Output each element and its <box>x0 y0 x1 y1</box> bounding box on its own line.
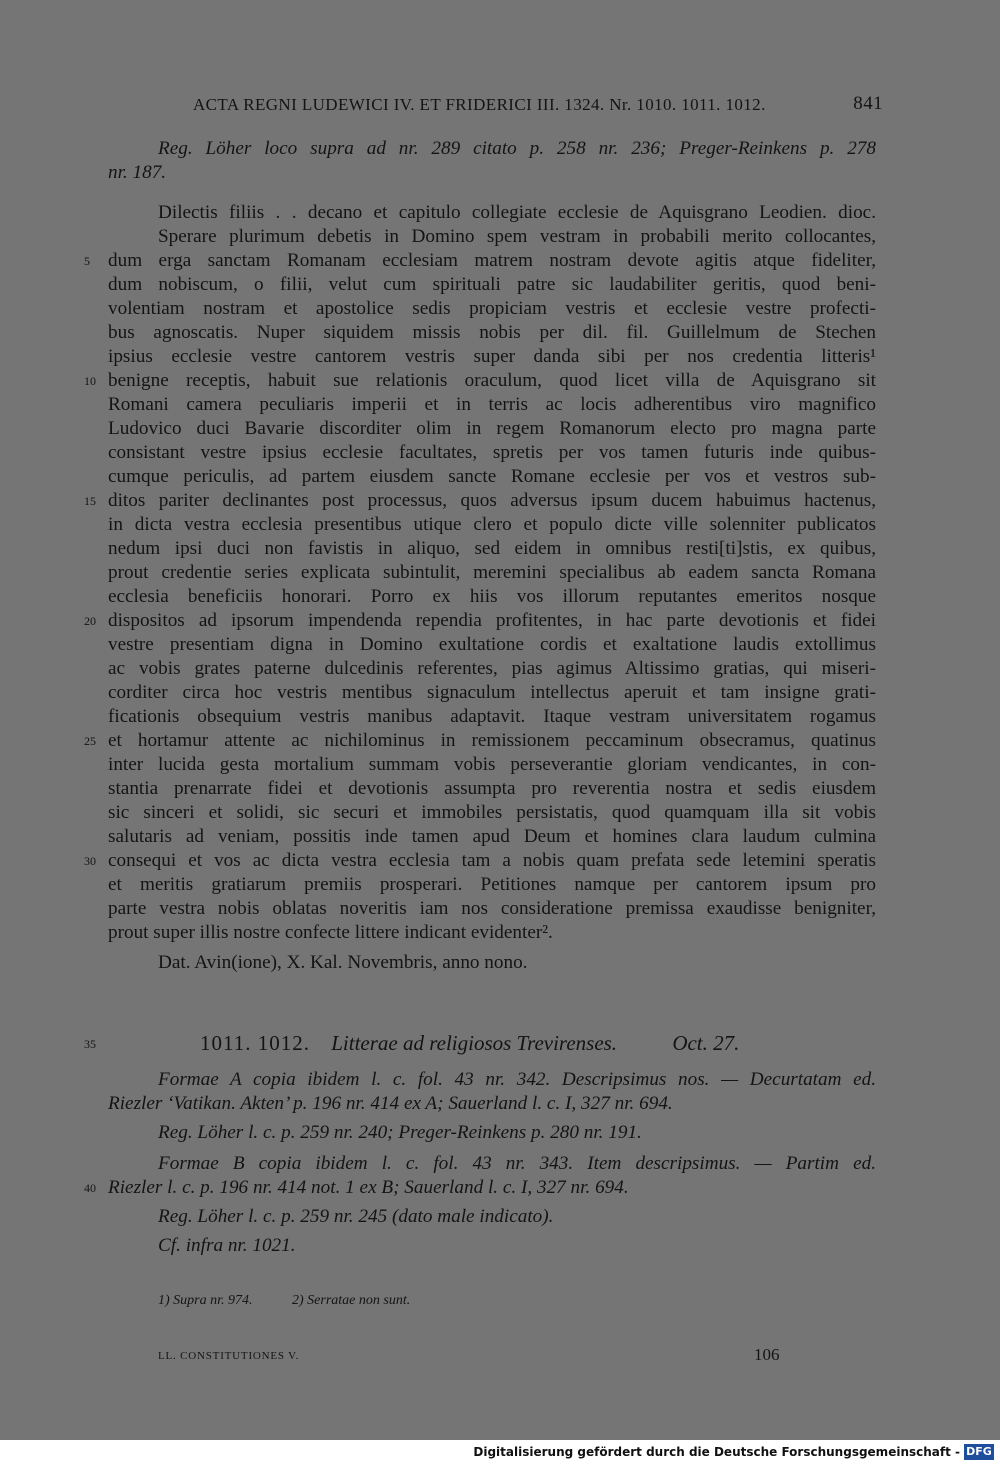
body-line: sic sinceri et solidi, sic securi et immobiles persistatis, quod quamquam illa sit vobis <box>108 802 876 823</box>
line-number: 40 <box>84 1181 96 1195</box>
note-line: Formae A copia ibidem l. c. fol. 43 nr. 342. Descripsimus nos. — Decurtatam ed. <box>158 1069 876 1090</box>
body-line: corditer circa hoc vestris mentibus signaculum intellectus aperuit et tam insigne grati- <box>108 682 876 703</box>
page-number: 841 <box>853 93 883 114</box>
body-line: dum erga sanctam Romanam ecclesiam matrem nostram devote agitis atque fideliter, <box>108 250 876 271</box>
body-line: ditos pariter declinantes post processus, quos adversus ipsum ducem habuimus hactenus, <box>108 490 876 511</box>
dating-line: Dat. Avin(ione), X. Kal. Novembris, anno nono. <box>158 952 528 973</box>
body-line: Sperare plurimum debetis in Domino spem vestram in probabili merito collocantes, <box>158 226 876 247</box>
reg-line: Reg. Löher loco supra ad nr. 289 citato p. 258 nr. 236; Preger-Reinkens p. 278 <box>158 138 876 159</box>
dfg-logo: DFG <box>964 1444 994 1460</box>
section-heading <box>200 1028 739 1058</box>
body-line: prout super illis nostre confecte littere indicant evidenter². <box>108 922 553 943</box>
note-line: Formae B copia ibidem l. c. fol. 43 nr. 343. Item descripsimus. — Partim ed. <box>158 1153 876 1174</box>
body-line: consistant vestre ipsius ecclesie facultates, spretis per vos tamen futuris inde quibus- <box>108 442 876 463</box>
body-line: et hortamur attente ac nichilominus in remissionem peccaminum obsecramus, quatinus <box>108 730 876 751</box>
running-header <box>193 93 883 121</box>
body-line: Ludovico duci Bavarie discorditer olim in regem Romanorum electo pro magna parte <box>108 418 876 439</box>
body-line: consequi et vos ac dicta vestra ecclesia tam a nobis quam prefata sede letemini speratis <box>108 850 876 871</box>
dfg-credit: Digitalisierung gefördert durch die Deutsche Forschungsgemeinschaft - <box>473 1445 960 1459</box>
line-number: 5 <box>84 254 90 268</box>
body-line: vestre presentiam digna in Domino exultatione cordis et exaltatione laudis extollimus <box>108 634 876 655</box>
body-line: volentiam nostram et apostolice sedis propiciam vestris et ecclesie vestre profecti- <box>108 298 876 319</box>
body-line: Romani camera peculiaris imperii et in terris ac locis adherentibus viro magnifico <box>108 394 876 415</box>
footnotes <box>158 1293 446 1309</box>
footer-series: LL. CONSTITUTIONES V. <box>158 1350 300 1362</box>
line-number: 30 <box>84 854 96 868</box>
body-line: dum nobiscum, o filii, velut cum spirituali patre sic laudabiliter geritis, quod beni- <box>108 274 876 295</box>
line-number: 15 <box>84 494 96 508</box>
body-line: inter lucida gesta mortalium summam vobis perseverantie gloriam vendicantes, in con- <box>108 754 876 775</box>
footnote: 1) Supra nr. 974. <box>158 1293 253 1308</box>
note-line: Reg. Löher l. c. p. 259 nr. 240; Preger-Reinkens p. 280 nr. 191. <box>158 1122 642 1143</box>
line-number: 20 <box>84 614 96 628</box>
body-line: nedum ipsi duci non favistis in aliquo, sed eidem in omnibus resti[ti]stis, ex quibus, <box>108 538 876 559</box>
body-line: cumque periculis, ad partem eiusdem sancte Romane ecclesie per vos et vestros sub- <box>108 466 876 487</box>
body-line: benigne receptis, habuit sue relationis oraculum, quod licet villa de Aquisgrano sit <box>108 370 876 391</box>
section-date: Oct. 27. <box>672 1031 740 1055</box>
body-line: ecclesia beneficiis honorari. Porro ex hiis vos illorum reputantes emeritos nosque <box>108 586 876 607</box>
line-number: 25 <box>84 734 96 748</box>
note-line: Reg. Löher l. c. p. 259 nr. 245 (dato male indicato). <box>158 1206 554 1227</box>
body-line: parte vestra nobis oblatas noveritis iam nos consideratione premissa exaudisse benigniter, <box>108 898 876 919</box>
dfg-banner <box>0 1440 1000 1465</box>
line-number: 10 <box>84 374 96 388</box>
footnote: 2) Serratae non sunt. <box>292 1293 411 1308</box>
body-line: ficationis obsequium vestris manibus adaptavit. Itaque vestram universitatem rogamus <box>108 706 876 727</box>
body-line: stantia prenarrate fidei et devotionis assumpta pro reverentia nostra et sedis eiusdem <box>108 778 876 799</box>
section-title: Litterae ad religiosos Trevirenses. <box>331 1031 618 1055</box>
note-line: Riezler l. c. p. 196 nr. 414 not. 1 ex B; Sauerland l. c. I, 327 nr. 694. <box>108 1177 629 1198</box>
body-line: et meritis gratiarum premiis prosperari. Petitiones namque per cantorem ipsum pro <box>108 874 876 895</box>
note-line: Riezler ‘Vatikan. Akten’ p. 196 nr. 414 ex A; Sauerland l. c. I, 327 nr. 694. <box>108 1093 673 1114</box>
body-line: salutaris ad veniam, possitis inde tamen apud Deum et homines clara laudum culmina <box>108 826 876 847</box>
body-line: ac vobis grates paterne dulcedinis referentes, pias agimus Altissimo gratias, qui miseri- <box>108 658 876 679</box>
body-line: in dicta vestra ecclesia presentibus utique clero et populo dicte ville solenniter publicatos <box>108 514 876 535</box>
body-line: Dilectis filiis . . decano et capitulo collegiate ecclesie de Aquisgrano Leodien. dioc. <box>158 202 876 223</box>
reg-line: nr. 187. <box>108 162 167 183</box>
running-title: ACTA REGNI LUDEWICI IV. ET FRIDERICI III. 1324. Nr. 1010. 1011. 1012. <box>193 95 766 114</box>
body-line: prout credentie series explicata subintulit, meremini specialibus ab eadem sancta Romana <box>108 562 876 583</box>
body-line: dispositos ad ipsorum impendenda rependia profitentes, in hac parte devotionis et fidei <box>108 610 876 631</box>
line-number: 35 <box>84 1037 96 1051</box>
note-line: Cf. infra nr. 1021. <box>158 1235 296 1256</box>
signature-number: 106 <box>754 1345 780 1364</box>
body-line: bus agnoscatis. Nuper siquidem missis nobis per dil. fil. Guillelmum de Stechen <box>108 322 876 343</box>
section-number: 1011. 1012. <box>200 1031 310 1055</box>
body-line: ipsius ecclesie vestre cantorem vestris super danda sibi per nos credentia litteris¹ <box>108 346 876 367</box>
